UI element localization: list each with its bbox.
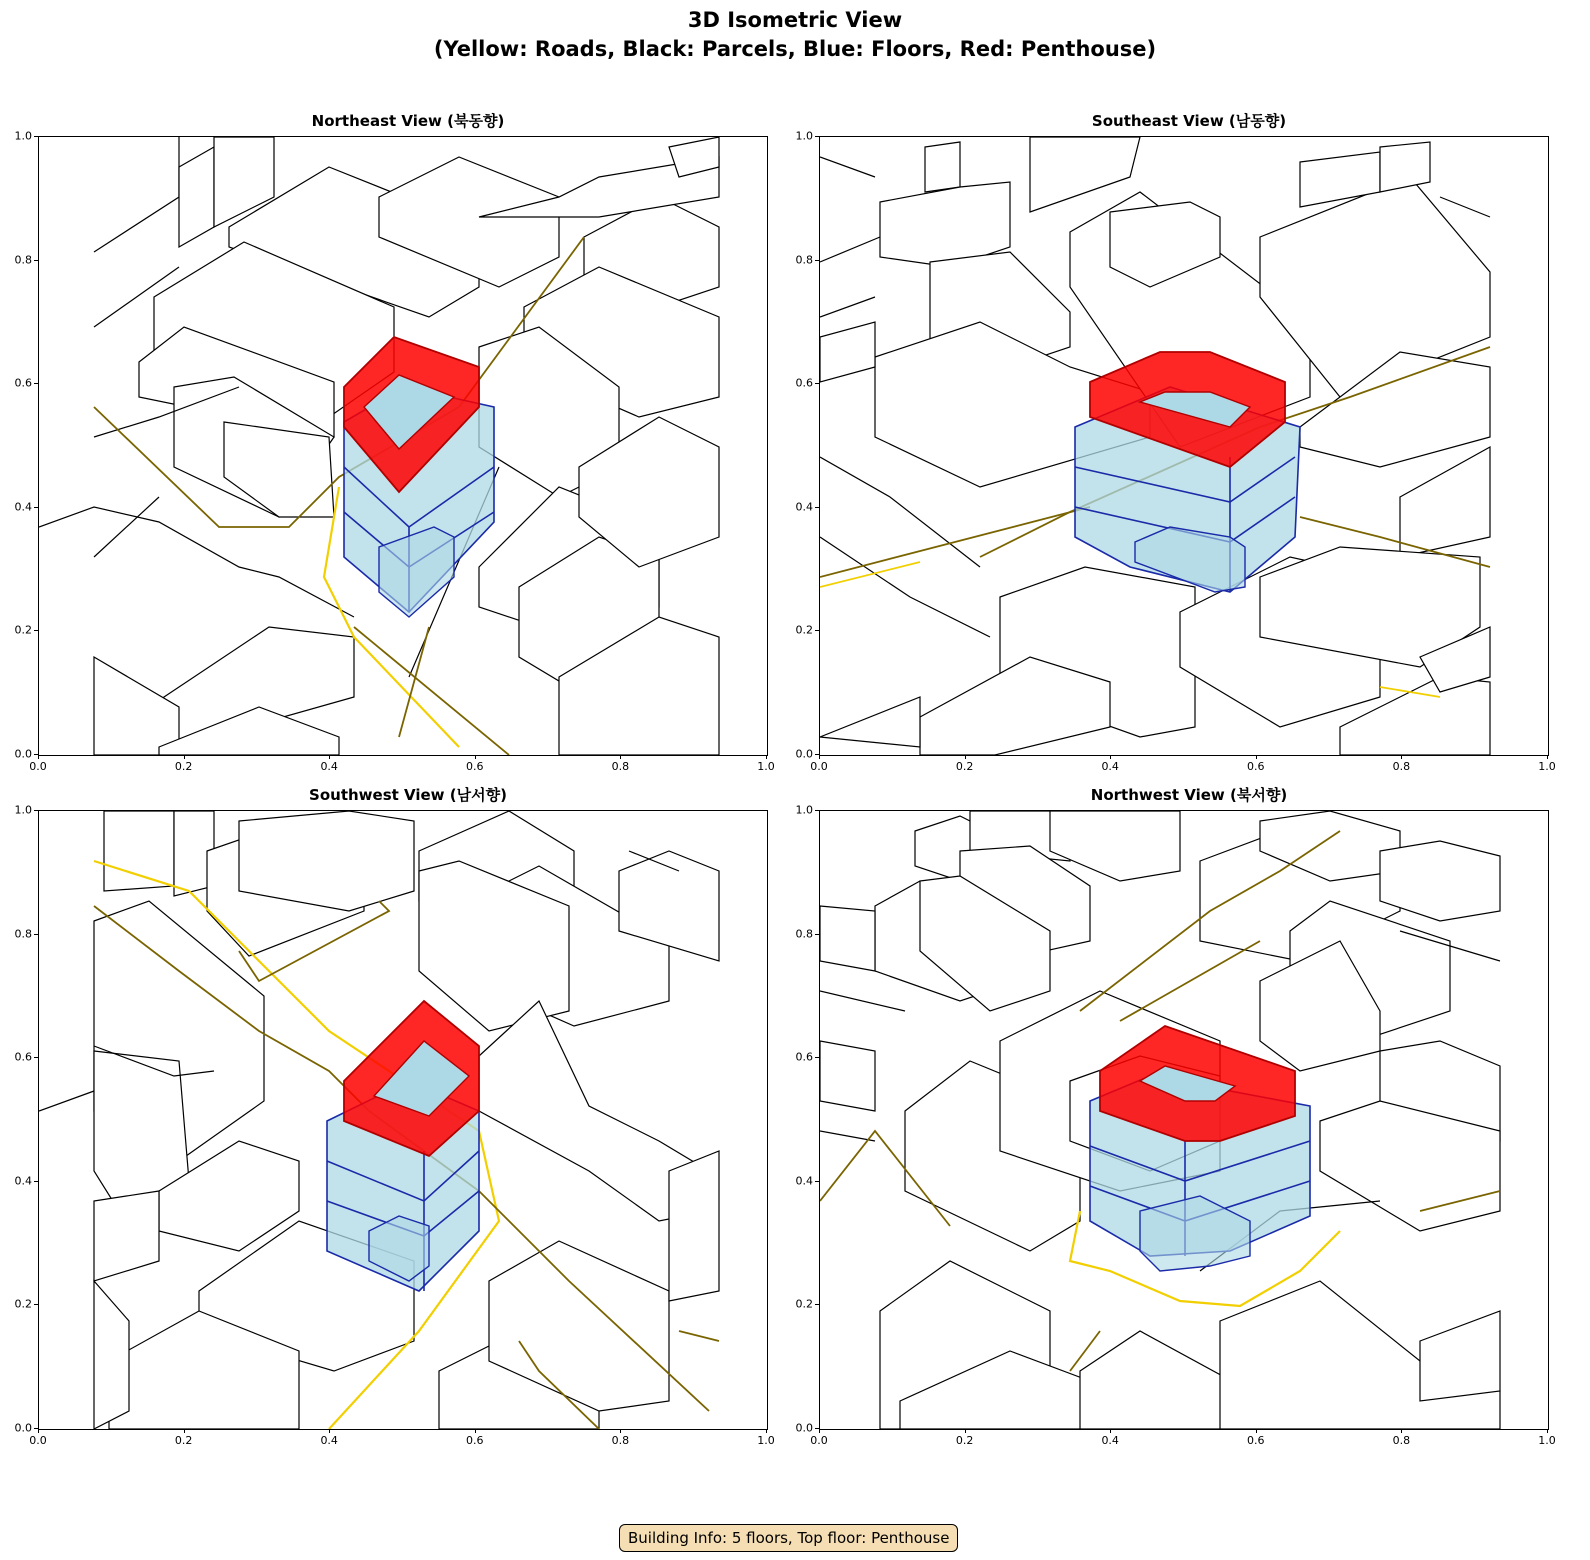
x-tick-label: 0.4 [1101, 1434, 1119, 1447]
x-tick-mark [819, 1429, 820, 1433]
x-tick-mark [1256, 1429, 1257, 1433]
y-tick-mark [815, 810, 819, 811]
x-tick-mark [184, 1429, 185, 1433]
y-tick-mark [815, 754, 819, 755]
panel-title-southeast: Southeast View (남동향) [1091, 112, 1287, 130]
y-tick-label: 0.6 [14, 1050, 32, 1064]
y-tick-label: 0.0 [14, 747, 32, 761]
x-tick-label: 0.4 [320, 760, 338, 773]
x-tick-mark [766, 755, 767, 759]
y-tick-label: 1.0 [795, 803, 813, 817]
x-tick-mark [475, 755, 476, 759]
x-tick-label: 0.2 [174, 1434, 193, 1447]
y-tick-label: 0.8 [14, 253, 32, 267]
y-tick-mark [34, 136, 38, 137]
x-tick-mark [184, 755, 185, 759]
x-tick-mark [1547, 755, 1548, 759]
x-tick-mark [1110, 1429, 1111, 1433]
plot-area-southwest [38, 810, 768, 1430]
y-tick-mark [815, 383, 819, 384]
x-tick-label: 0.0 [810, 760, 828, 773]
x-tick-mark [965, 755, 966, 759]
x-tick-mark [620, 1429, 621, 1433]
y-tick-mark [34, 810, 38, 811]
x-tick-mark [766, 1429, 767, 1433]
y-tick-mark [815, 1304, 819, 1305]
y-tick-mark [815, 1428, 819, 1429]
x-tick-mark [329, 1429, 330, 1433]
x-tick-label: 0.6 [466, 1434, 484, 1447]
x-tick-label: 0.2 [174, 760, 193, 773]
panel-title-northwest: Northwest View (북서향) [1090, 786, 1288, 804]
x-tick-label: 0.8 [611, 1434, 630, 1447]
x-tick-label: 0.0 [29, 760, 47, 773]
y-tick-mark [815, 1181, 819, 1182]
plot-area-northeast [38, 136, 768, 756]
scene-northeast [39, 137, 767, 755]
x-tick-label: 0.8 [1392, 1434, 1411, 1447]
x-tick-label: 1.0 [757, 760, 775, 773]
scene-southeast [820, 137, 1548, 755]
plot-area-northwest [819, 810, 1549, 1430]
y-tick-label: 0.6 [795, 1050, 813, 1064]
y-tick-label: 0.2 [14, 623, 32, 637]
figure-title [0, 6, 1590, 64]
x-tick-label: 0.8 [611, 760, 630, 773]
x-tick-label: 0.6 [466, 760, 484, 773]
x-tick-label: 0.6 [1247, 1434, 1265, 1447]
x-tick-label: 0.4 [1101, 760, 1119, 773]
x-tick-mark [819, 755, 820, 759]
y-tick-mark [34, 1304, 38, 1305]
y-tick-label: 0.8 [795, 253, 813, 267]
x-tick-mark [965, 1429, 966, 1433]
y-tick-label: 0.0 [14, 1421, 32, 1435]
y-tick-label: 0.4 [795, 500, 813, 514]
y-tick-mark [34, 630, 38, 631]
building [344, 337, 494, 617]
scene-northwest [820, 811, 1548, 1429]
y-tick-mark [34, 1057, 38, 1058]
y-tick-mark [34, 934, 38, 935]
x-tick-mark [1110, 755, 1111, 759]
y-tick-mark [815, 507, 819, 508]
x-tick-mark [38, 1429, 39, 1433]
y-tick-label: 1.0 [795, 129, 813, 143]
building-info-box: Building Info: 5 floors, Top floor: Penthouse [619, 1524, 958, 1552]
y-tick-label: 0.0 [795, 1421, 813, 1435]
x-tick-label: 0.6 [1247, 760, 1265, 773]
x-tick-mark [475, 1429, 476, 1433]
x-tick-label: 0.8 [1392, 760, 1411, 773]
x-tick-mark [1401, 755, 1402, 759]
building [1075, 352, 1300, 592]
y-tick-label: 0.8 [14, 927, 32, 941]
y-tick-label: 0.6 [795, 376, 813, 390]
x-tick-mark [620, 755, 621, 759]
y-tick-mark [815, 136, 819, 137]
figure-title-line1: 3D Isometric View [687, 8, 903, 32]
scene-southwest [39, 811, 767, 1429]
y-tick-mark [815, 260, 819, 261]
x-tick-mark [329, 755, 330, 759]
building [1090, 1026, 1310, 1271]
panel-title-southwest: Southwest View (남서향) [309, 786, 507, 804]
x-tick-label: 0.0 [810, 1434, 828, 1447]
y-tick-mark [34, 260, 38, 261]
y-tick-label: 0.0 [795, 747, 813, 761]
y-tick-label: 0.4 [14, 1174, 32, 1188]
y-tick-mark [34, 1181, 38, 1182]
x-tick-mark [1401, 1429, 1402, 1433]
x-tick-mark [1547, 1429, 1548, 1433]
y-tick-mark [815, 934, 819, 935]
y-tick-mark [815, 630, 819, 631]
y-tick-label: 0.2 [795, 1297, 813, 1311]
y-tick-label: 0.6 [14, 376, 32, 390]
x-tick-label: 0.2 [955, 760, 974, 773]
y-tick-label: 1.0 [14, 129, 32, 143]
figure-title-line2: (Yellow: Roads, Black: Parcels, Blue: Floors, Red: Penthouse) [433, 37, 1157, 61]
y-tick-mark [34, 754, 38, 755]
x-tick-label: 0.2 [955, 1434, 974, 1447]
y-tick-label: 0.4 [795, 1174, 813, 1188]
x-tick-label: 0.0 [29, 1434, 47, 1447]
x-tick-label: 1.0 [1538, 760, 1556, 773]
y-tick-mark [34, 383, 38, 384]
x-tick-label: 1.0 [757, 1434, 775, 1447]
y-tick-mark [34, 507, 38, 508]
x-tick-mark [1256, 755, 1257, 759]
y-tick-label: 0.8 [795, 927, 813, 941]
x-tick-label: 1.0 [1538, 1434, 1556, 1447]
x-tick-mark [38, 755, 39, 759]
y-tick-label: 0.2 [795, 623, 813, 637]
y-tick-label: 0.4 [14, 500, 32, 514]
x-tick-label: 0.4 [320, 1434, 338, 1447]
panel-title-northeast: Northeast View (북동향) [311, 112, 505, 130]
y-tick-label: 1.0 [14, 803, 32, 817]
plot-area-southeast [819, 136, 1549, 756]
y-tick-mark [815, 1057, 819, 1058]
y-tick-label: 0.2 [14, 1297, 32, 1311]
y-tick-mark [34, 1428, 38, 1429]
